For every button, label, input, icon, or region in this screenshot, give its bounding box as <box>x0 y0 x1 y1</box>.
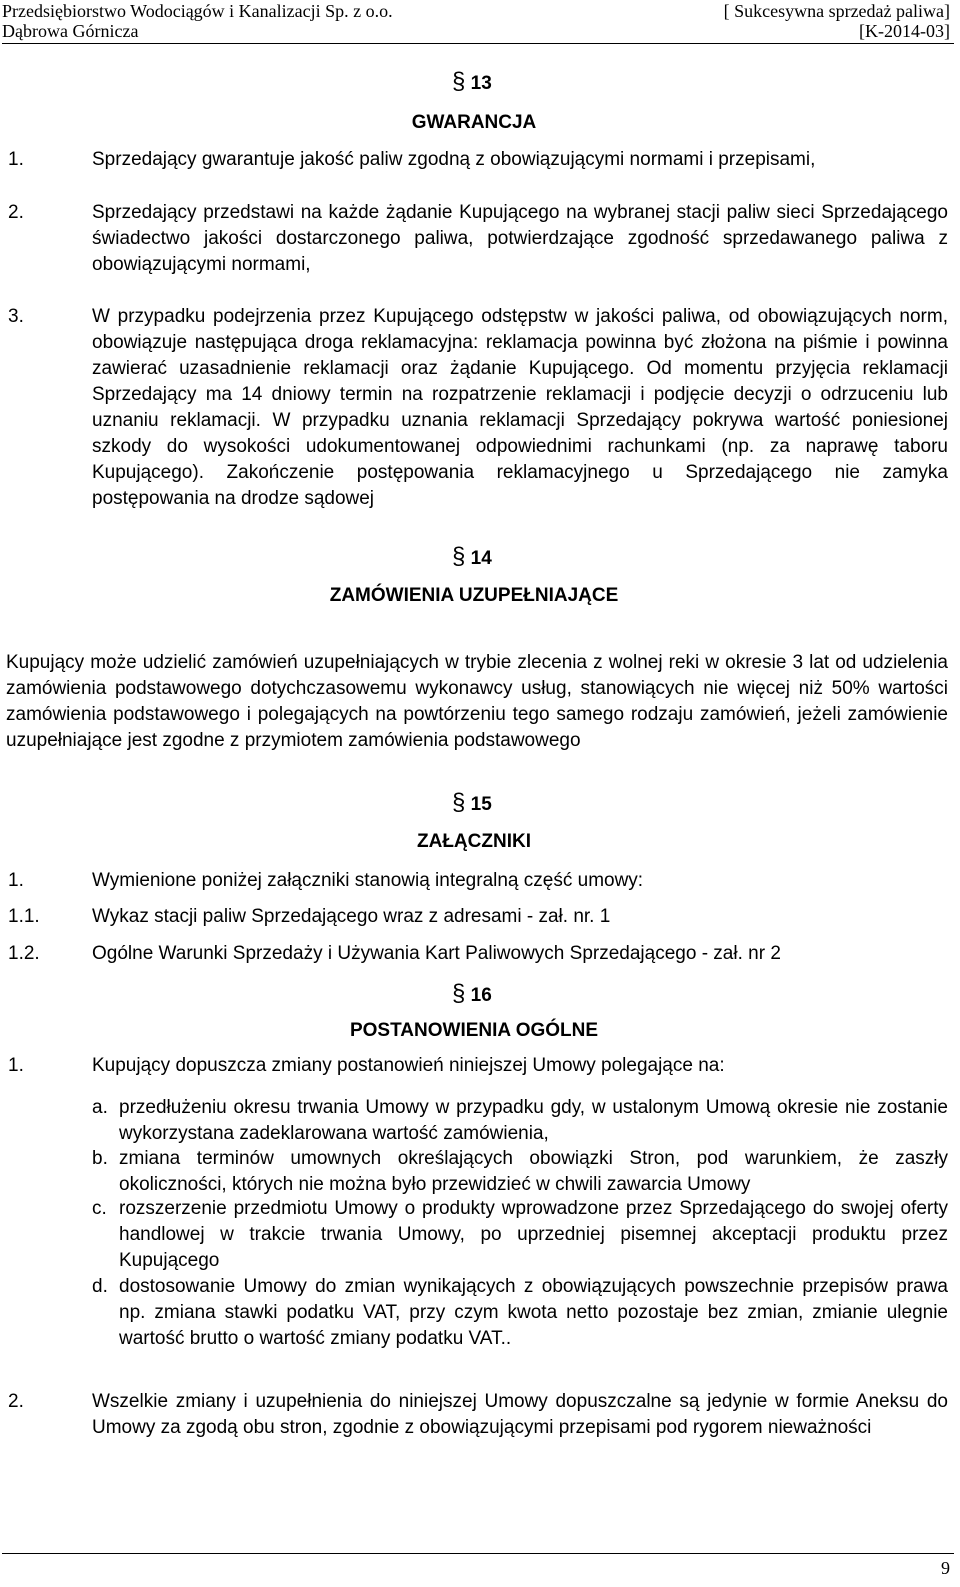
header-rule <box>2 43 954 44</box>
sublist-marker: d. <box>92 1276 108 1297</box>
sublist-marker: c. <box>92 1198 107 1219</box>
list-item: Kupujący dopuszcza zmiany postanowień niniejszej Umowy polegające na: <box>92 1055 725 1076</box>
list-item: Sprzedający przedstawi na każde żądanie Kupującego na wybranej stacji paliw sieci Sprzedającego świadectwo jakości dostarczonego paliwa, potwierdzające zgodność sprzedawanego paliwa z obowiązującymi normami, <box>92 202 948 275</box>
section-16-title: POSTANOWIENIA OGÓLNE <box>349 1020 599 1041</box>
list-marker: 1.2. <box>8 943 40 964</box>
list-marker: 1. <box>8 1055 24 1076</box>
sublist-item: zmiana terminów umownych określających obowiązki Stron, pod warunkiem, że zaszły okoliczności, których nie można było przewidzieć w chwili zawarcia Umowy <box>119 1148 948 1195</box>
page-header <box>0 0 960 44</box>
company-name: Przedsiębiorstwo Wodociągów i Kanalizacji Sp. z o.o. Dąbrowa Górnicza <box>2 1 393 41</box>
sublist-marker: b. <box>92 1148 108 1169</box>
list-item: Wykaz stacji paliw Sprzedającego wraz z adresami - zał. nr. 1 <box>92 906 611 927</box>
list-marker: 2. <box>8 1391 24 1412</box>
section-16-number: § 16 <box>452 980 492 1007</box>
paragraph: Kupujący może udzielić zamówień uzupełniających w trybie zlecenia z wolnej reki w okresie 3 lat od udzielenia zamówienia podstawowego dotychczasowemu wykonawcy usług, stanowiących nie więcej niż 50% wartości zamówienia podstawowego i polegających na powtórzeniu tego samego rodzaju zamówień, jeżeli zamówienie uzupełniające jest zgodne z przymiotem zamówienia podstawowego <box>6 652 948 751</box>
sublist-item: rozszerzenie przedmiotu Umowy o produkty wprowadzone przez Sprzedającego do swojej oferty handlowej w trakcie trwania Umowy, po uprzedniej pisemnej akceptacji produktu przez Kupującego <box>119 1198 948 1271</box>
list-marker: 1.1. <box>8 906 40 927</box>
section-13-title: GWARANCJA <box>411 112 537 133</box>
section-13-number: § 13 <box>452 68 492 95</box>
list-marker: 2. <box>8 202 24 223</box>
document-title: [ Sukcesywna sprzedaż paliwa] [K-2014-03] <box>723 1 950 41</box>
list-item: Wymienione poniżej załączniki stanowią integralną część umowy: <box>92 870 644 891</box>
page-number: 9 <box>941 1558 950 1578</box>
section-14-number: § 14 <box>452 543 492 570</box>
section-15-title: ZAŁĄCZNIKI <box>417 831 531 852</box>
list-item: W przypadku podejrzenia przez Kupującego odstępstw w jakości paliwa, od obowiązujących norm, obowiązuje następująca droga reklamacyjna: reklamacja powinna być złożona na piśmie i powinna zawierać uzasadnienie reklamacji oraz żądanie Kupującego. Od momentu przyjęcia reklamacji Sprzedający ma 14 dniowy termin na rozpatrzenie reklamacji i podjęcie decyzji o odrzuceniu lub uznaniu reklamacji. W przypadku uznania reklamacji Sprzedający pokrywa wartość poniesionej szkody do wysokości udokumentowanej odpowiednimi rachunkami (np. za naprawę taboru Kupującego). Zakończenie postępowania reklamacyjnego u Sprzedającego nie zamyka postępowania na drodze sądowej <box>92 306 948 509</box>
section-15-number: § 15 <box>452 789 492 816</box>
sublist-item: dostosowanie Umowy do zmian wynikających z obowiązujących powszechnie przepisów prawa np. zmiana stawki podatku VAT, przy czym kwota netto pozostaje bez zmian, zmianie ulegnie wartość brutto o wartość zmiany podatku VAT.. <box>119 1276 948 1349</box>
list-item: Sprzedający gwarantuje jakość paliw zgodną z obowiązującymi normami i przepisami, <box>92 149 816 170</box>
sublist-item: przedłużeniu okresu trwania Umowy w przypadku gdy, w ustalonym Umową okresie nie zostanie wykorzystana zadeklarowana wartość zamówienia, <box>119 1097 948 1144</box>
section-14-title: ZAMÓWIENIA UZUPEŁNIAJĄCE <box>329 585 619 606</box>
footer-rule <box>2 1553 954 1554</box>
list-marker: 1. <box>8 149 24 170</box>
sublist-marker: a. <box>92 1097 108 1118</box>
list-marker: 3. <box>8 306 24 327</box>
list-marker: 1. <box>8 870 24 891</box>
list-item: Wszelkie zmiany i uzupełnienia do niniejszej Umowy dopuszczalne są jedynie w formie Aneksu do Umowy za zgodą obu stron, zgodnie z obowiązującymi przepisami pod rygorem nieważności <box>92 1391 948 1438</box>
list-item: Ogólne Warunki Sprzedaży i Używania Kart Paliwowych Sprzedającego - zał. nr 2 <box>92 943 781 964</box>
